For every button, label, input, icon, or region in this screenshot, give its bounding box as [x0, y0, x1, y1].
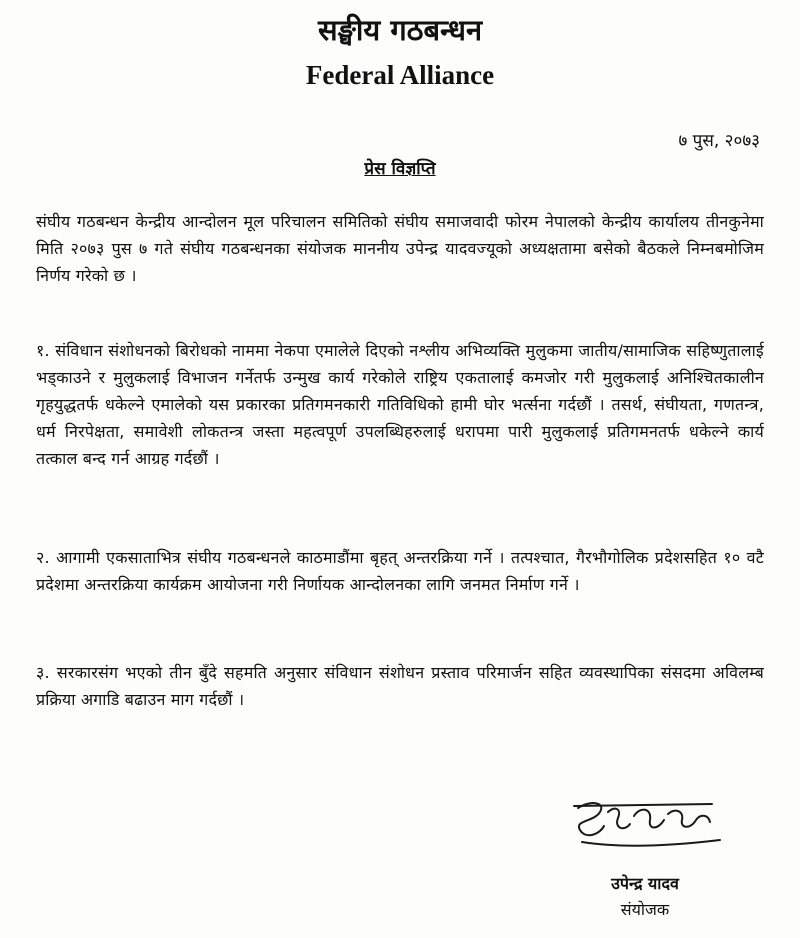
- signatory-role: संयोजक: [620, 900, 670, 919]
- intro-paragraph: संघीय गठबन्धन केन्द्रीय आन्दोलन मूल परिचालन समितिको संघीय समाजवादी फोरम नेपालको केन्द्रीय कार्यालय तीनकुनेमा मिति २०७३ पुस ७ गते संघीय गठबन्धनका संयोजक माननीय उपेन्द्र यादवज्यूको अध्यक्षतामा बसेको बैठकले निम्नबमोजिम निर्णय गरेको छ ।: [36, 212, 764, 285]
- organization-title-nepali: सङ्घीय गठबन्धन: [317, 13, 483, 47]
- decision-paragraph-3: ३. सरकारसंग भएको तीन बुँदे सहमति अनुसार संविधान संशोधन प्रस्ताव परिमार्जन सहित व्यवस्थापिका संसदमा अविलम्ब प्रक्रिया अगाडि बढाउन माग गर्दछौं ।: [36, 663, 764, 709]
- decision-paragraph-2: २. आगामी एकसाताभित्र संघीय गठबन्धनले काठमाडौंमा बृहत् अन्तरक्रिया गर्ने । तत्पश्चात, गैरभौगोलिक प्रदेशसहित १० वटै प्रदेशमा अन्तरक्रिया कार्यक्रम आयोजना गरी निर्णायक आन्दोलनका लागि जनमत निर्माण गर्ने ।: [36, 548, 764, 594]
- press-release-heading: प्रेस विज्ञप्ति: [364, 159, 436, 179]
- release-date: ७ पुस, २०७३: [678, 131, 760, 151]
- decision-paragraph-1: १. संविधान संशोधनको बिरोधको नाममा नेकपा एमालेले दिएको नश्लीय अभिव्यक्ति मुलुकमा जातीय/सामाजिक सहिष्णुतालाई भड्काउने र मुलुकलाई विभाजन गर्नेतर्फ उन्मुख कार्य गरेकोले राष्ट्रिय एकतालाई कमजोर गरी मुलुकलाई अनिश्चितकालीन गृहयुद्धतर्फ धकेल्ने एमालेको यस प्रकारका प्रतिगमनकारी गतिविधिको हामी घोर भर्त्सना गर्दछौं । तसर्थ, संघीयता, गणतन्त्र, धर्म निरपेक्षता, समावेशी लोकतन्त्र जस्ता महत्वपूर्ण उपलब्धिहरुलाई धरापमा पारी मुलुकलाई प्रतिगमनतर्फ धकेल्ने कार्य तत्काल बन्द गर्न आग्रह गर्दछौं ।: [36, 341, 764, 468]
- signature-scribble: [560, 790, 730, 860]
- organization-title-english: Federal Alliance: [305, 60, 495, 90]
- handwritten-signature: [560, 790, 730, 860]
- signatory-name: उपेन्द्र यादव: [611, 874, 679, 893]
